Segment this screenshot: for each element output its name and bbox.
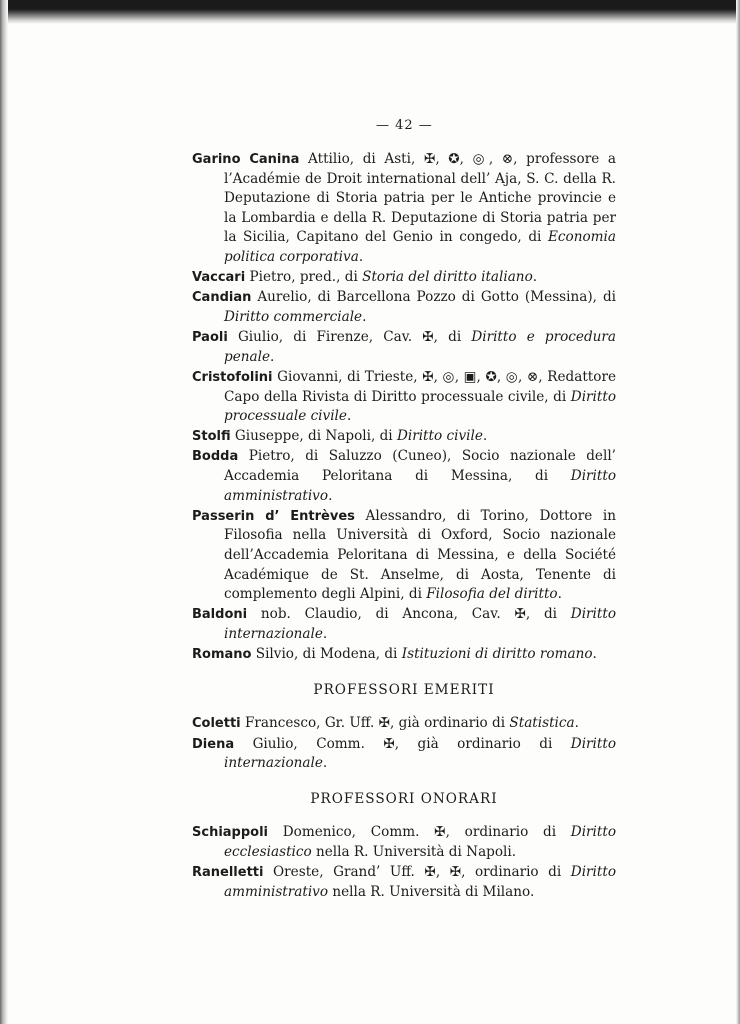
entry-tail: .: [362, 308, 367, 325]
entry: [192, 368, 616, 427]
entry-name: Schiappoli: [192, 825, 269, 841]
entry-tail: .: [574, 715, 579, 732]
entry-subject: Diritto e procedura penale: [224, 329, 616, 365]
entry-name: Bodda: [192, 449, 239, 465]
entry: [192, 645, 616, 665]
entry-details: Giulio, di Firenze, Cav. ✠, di: [227, 329, 472, 346]
entry-tail: .: [358, 248, 364, 265]
entry-name: Cristofolini: [192, 369, 273, 385]
emeriti-list: [192, 714, 616, 773]
entry-subject: Statistica: [509, 715, 575, 732]
entry-name: Passerin d’ Entrèves: [192, 508, 355, 524]
entry: [192, 823, 616, 862]
entry-tail: .: [592, 646, 597, 663]
entry-name: Coletti: [192, 716, 241, 732]
entry-subject: Filosofia del diritto: [426, 586, 558, 603]
entry: [192, 150, 616, 268]
entry-details: Francesco, Gr. Uff. ✠, già ordinario di: [240, 715, 510, 732]
entry: [192, 605, 616, 644]
entry: [192, 714, 616, 734]
entry-details: Pietro, pred., di: [245, 269, 363, 286]
entry: [192, 268, 616, 288]
entry-details: nob. Claudio, di Ancona, Cav. ✠, di: [247, 606, 571, 623]
entry-subject: Diritto civile: [396, 428, 483, 445]
entry-subject: Diritto internazionale: [224, 735, 616, 772]
entry-details: Giuseppe, di Napoli, di: [230, 428, 397, 445]
onorari-list: [192, 823, 616, 902]
entry-tail: .: [322, 755, 328, 772]
document-body: [192, 150, 616, 903]
entry-name: Romano: [192, 647, 252, 663]
entry-tail: .: [482, 428, 488, 445]
scan-left-border: [0, 0, 8, 1024]
entry-name: Garino Canina: [192, 152, 300, 167]
section-heading-onorari: PROFESSORI ONORARI: [310, 790, 498, 807]
entry-name: Diena: [192, 736, 235, 752]
section-heading-emeriti: PROFESSORI EMERITI: [313, 681, 495, 698]
entry-details: Alessandro, di Torino, Dottore in Filosofia nella Università di Oxford, Socio nazionale dell’Accademia Peloritana di Messina, e della Société Académique de St. Anselme, di Aosta, Tenente di complemento degli Alpini, di: [224, 507, 616, 603]
entry-details: Attilio, di Asti, ✠, ✪, ◎, ⊗, professore a l’Académie de Droit international dell’ Aja, S. C. della R. Deputazione di Storia patria per le Antiche provincie e la Lombardia e della R. Deputazione di Storia patria per la Sicilia, Capitano del Genio in congedo, di: [224, 151, 616, 246]
entry-subject: Diritto amministrativo: [224, 864, 616, 900]
entry-tail: nella R. Università di Napoli.: [311, 843, 517, 860]
entry-subject: Istituzioni di diritto romano: [401, 646, 593, 663]
entry-details: Oreste, Grand’ Uff. ✠, ✠, ordinario di: [263, 864, 571, 881]
entry-details: Silvio, di Modena, di: [251, 646, 402, 663]
entry-name: Vaccari: [192, 270, 246, 286]
entry: [192, 447, 616, 506]
entry-name: Baldoni: [192, 607, 248, 623]
entry-details: Domenico, Comm. ✠, ordinario di: [268, 824, 571, 841]
entry: [192, 427, 616, 447]
entry-name: Paoli: [192, 330, 228, 346]
entry-tail: .: [328, 487, 333, 504]
entry-name: Ranelletti: [192, 865, 264, 881]
entry-tail: .: [532, 269, 538, 286]
entry-tail: .: [270, 348, 275, 365]
entry-name: Stolfi: [192, 429, 231, 445]
entry-subject: Diritto ecclesiastico: [224, 824, 616, 860]
entry-name: Candian: [192, 290, 252, 306]
entry: [192, 863, 616, 902]
entry-subject: Diritto amministrativo: [224, 468, 616, 504]
entry-tail: .: [322, 626, 328, 642]
entry: [192, 507, 616, 605]
entry: [192, 288, 616, 327]
entry-details: Giulio, Comm. ✠, già ordinario di: [234, 735, 571, 752]
entry-tail: .: [557, 586, 562, 603]
entry-subject: Diritto processuale civile: [224, 388, 616, 425]
entry: [192, 328, 616, 367]
page-number: — 42 —: [376, 118, 433, 133]
entry: [192, 735, 616, 774]
entry-subject: Storia del diritto italiano: [362, 269, 533, 286]
entry-subject: Diritto internazionale: [224, 606, 616, 642]
entry-tail: nella R. Università di Milano.: [328, 883, 535, 900]
entry-details: Pietro, di Saluzzo (Cuneo), Socio nazionale dell’ Accademia Peloritana di Messina, di: [224, 448, 616, 485]
entry-tail: .: [346, 408, 352, 425]
entry-subject: Diritto commerciale: [224, 308, 363, 325]
scan-right-border: [736, 0, 740, 1024]
entry-details: Giovanni, di Trieste, ✠, ◎, ▣, ✪, ◎, ⊗, Redattore Capo della Rivista di Diritto processuale civile, di: [224, 368, 616, 405]
entry-subject: Economia politica corporativa: [224, 229, 616, 265]
scan-top-border: [0, 0, 740, 24]
entry-details: Aurelio, di Barcellona Pozzo di Gotto (Messina), di: [251, 289, 616, 306]
faculty-list: [192, 150, 616, 665]
